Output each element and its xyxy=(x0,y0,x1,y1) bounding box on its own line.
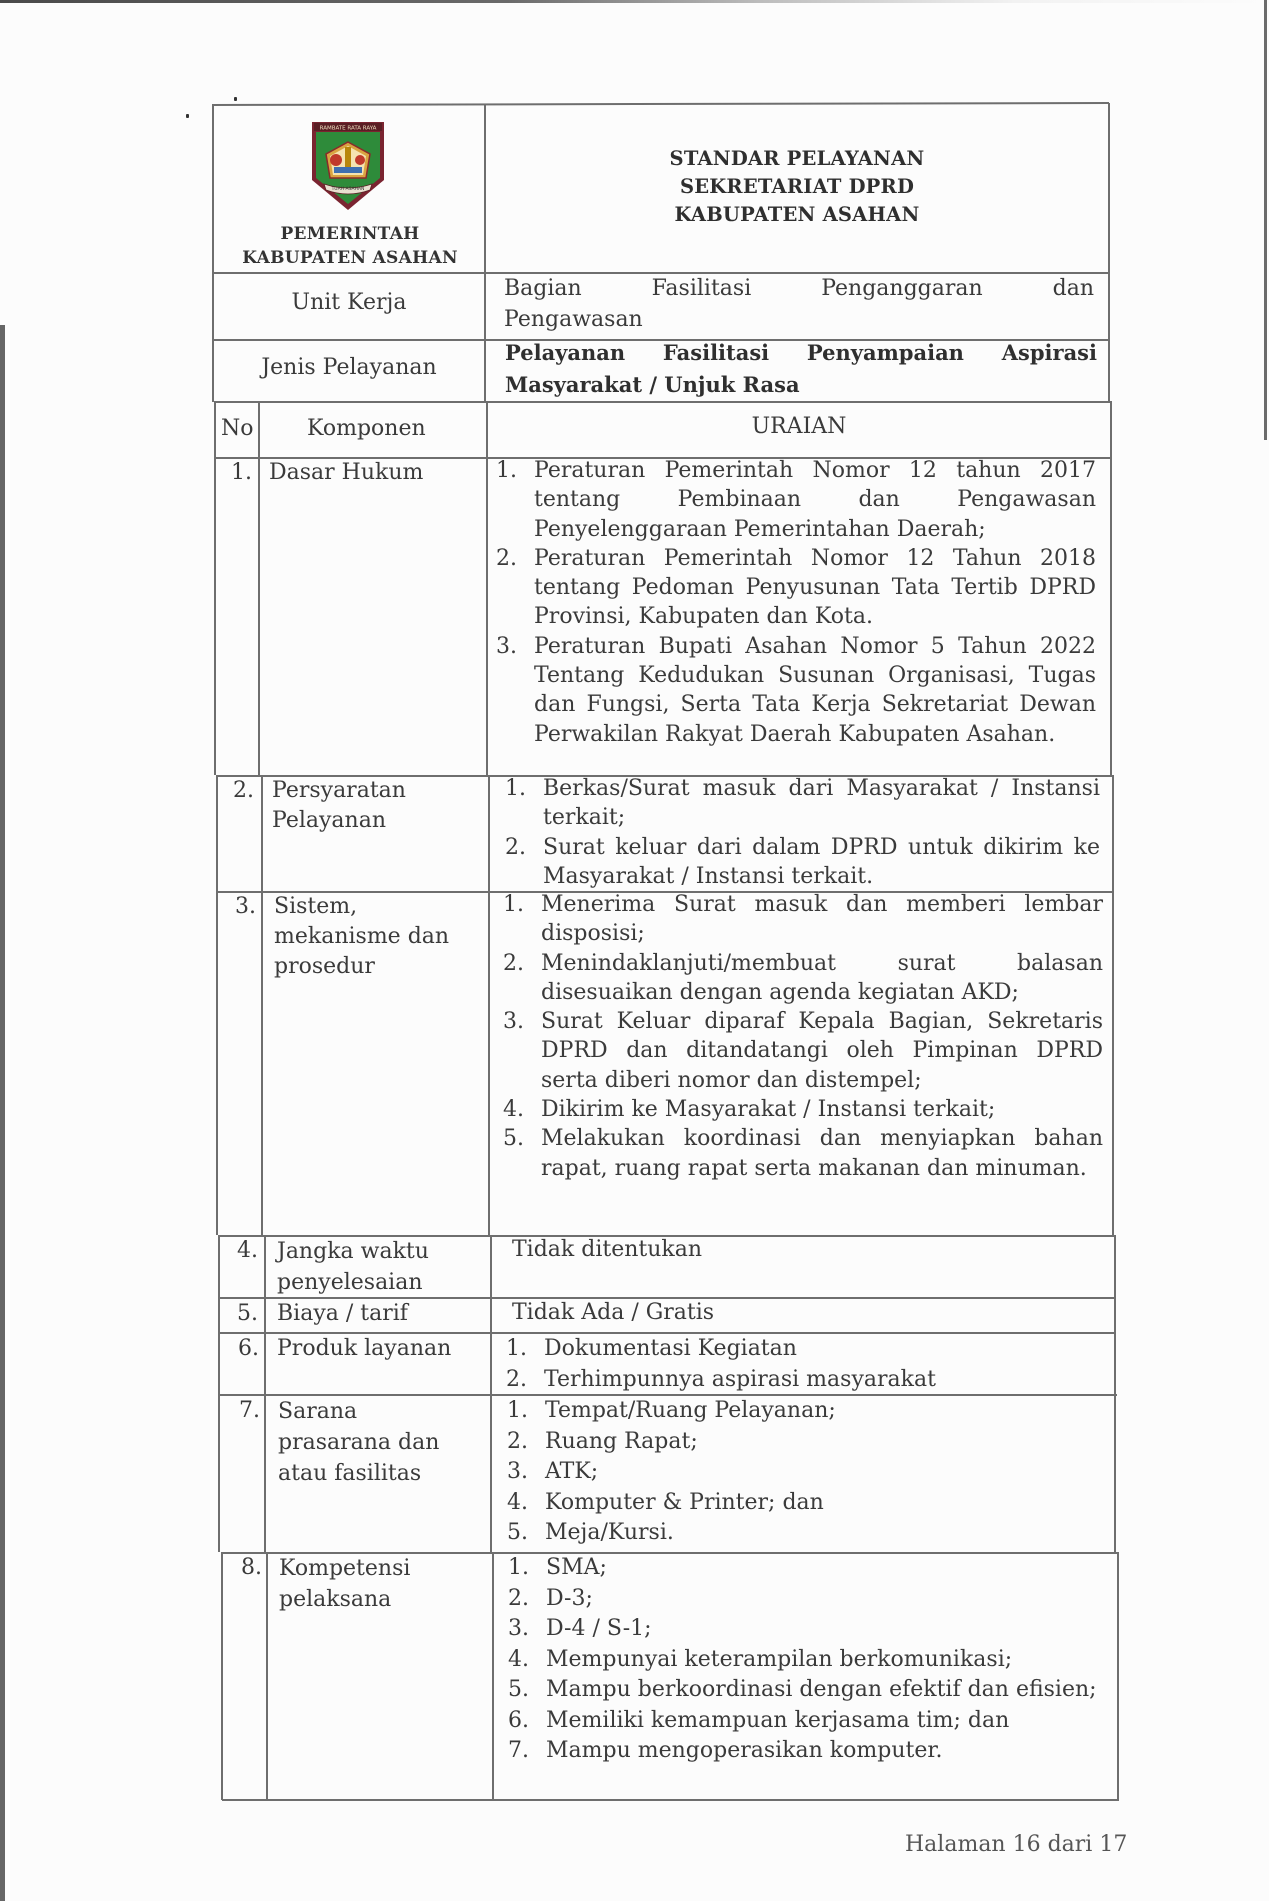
column-header-komponen: Komponen xyxy=(307,416,426,441)
row-komponen: Dasar Hukum xyxy=(269,460,424,485)
row-uraian-list xyxy=(506,1334,1106,1395)
page-number: Halaman 16 dari 17 xyxy=(905,1832,1128,1857)
list-item: 3. Surat Keluar diparaf Kepala Bagian, Sekretaris DPRD dan ditandatangi oleh Pimpinan DPRD serta diberi nomor dan distempel; xyxy=(503,1009,1103,1093)
list-item: 4. Dikirim ke Masyarakat / Instansi terkait; xyxy=(503,1097,996,1123)
unit-kerja-value-line-1: Bagian Fasilitasi Penganggaran dan xyxy=(504,276,1094,301)
row-uraian-list xyxy=(505,774,1100,891)
row-uraian-list xyxy=(507,1396,1107,1549)
row-number: 2. xyxy=(233,778,254,803)
title-line-1: STANDAR PELAYANAN xyxy=(669,147,925,170)
row-uraian-list xyxy=(496,456,1096,749)
row-uraian-text: Tidak ditentukan xyxy=(512,1237,703,1262)
list-item: 1. Peraturan Pemerintah Nomor 12 tahun 2017 tentang Pembinaan dan Pengawasan Penyelenggaraan Pemerintahan Daerah; xyxy=(496,458,1096,542)
list-item: 6. Memiliki kemampuan kerjasama tim; dan xyxy=(508,1707,1010,1733)
list-item: 5. Mampu berkoordinasi dengan efektif dan efisien; xyxy=(508,1677,1097,1702)
row-number: 1. xyxy=(231,460,252,485)
list-item: 2. Menindaklanjuti/membuat surat balasan disesuaikan dengan agenda kegiatan AKD; xyxy=(503,950,1103,1005)
row-number: 5. xyxy=(237,1301,258,1326)
row-komponen: Produk layanan xyxy=(277,1336,452,1361)
list-item: 5. Meja/Kursi. xyxy=(507,1520,674,1545)
list-item: 5. Melakukan koordinasi dan menyiapkan bahan rapat, ruang rapat serta makanan dan minuman. xyxy=(503,1126,1103,1181)
scan-edge-left xyxy=(0,325,5,1901)
list-item: 2. Surat keluar dari dalam DPRD untuk dikirim ke Masyarakat / Instansi terkait. xyxy=(505,834,1100,889)
row-komponen: Biaya / tarif xyxy=(277,1301,408,1326)
row-komponen: Persyaratan Pelayanan xyxy=(272,778,406,833)
list-item: 1. Menerima Surat masuk dan memberi lembar disposisi; xyxy=(503,892,1103,947)
list-item: 1. Tempat/Ruang Pelayanan; xyxy=(507,1398,836,1423)
scan-speck xyxy=(234,97,237,101)
title-line-3: KABUPATEN ASAHAN xyxy=(674,203,920,226)
column-header-uraian: URAIAN xyxy=(751,414,847,439)
row-number: 8. xyxy=(241,1555,262,1580)
list-item: 3. Peraturan Bupati Asahan Nomor 5 Tahun 2022 Tentang Kedudukan Susunan Organisasi, Tugas dan Fungsi, Serta Tata Kerja Sekretariat Dewan Perwakilan Rakyat Daerah Kabupaten Asahan. xyxy=(496,633,1096,747)
list-item: 2. D-3; xyxy=(508,1585,593,1611)
column-header-no: No xyxy=(221,416,254,441)
list-item: 4. Komputer & Printer; dan xyxy=(507,1489,824,1515)
government-line-2: KABUPATEN ASAHAN xyxy=(242,248,458,268)
svg-text:TUAH ASAHAN: TUAH ASAHAN xyxy=(331,187,365,192)
list-item: 3. ATK; xyxy=(507,1459,599,1484)
list-item: 1. Dokumentasi Kegiatan xyxy=(506,1336,797,1361)
scan-edge-top xyxy=(0,0,1269,3)
row-komponen: Sarana prasarana dan atau fasilitas xyxy=(278,1399,440,1486)
row-number: 3. xyxy=(235,894,256,919)
list-item: 2. Peraturan Pemerintah Nomor 12 Tahun 2018 tentang Pedoman Penyusunan Tata Tertib DPRD Provinsi, Kabupaten dan Kota. xyxy=(496,545,1096,630)
row-komponen: Jangka waktu penyelesaian xyxy=(277,1239,429,1295)
row-komponen: Kompetensi pelaksana xyxy=(279,1556,411,1612)
scan-edge-right xyxy=(1264,0,1267,440)
list-item: 7. Mampu mengoperasikan komputer. xyxy=(508,1738,943,1763)
row-uraian-list xyxy=(508,1553,1108,1767)
list-item: 2. Terhimpunnya aspirasi masyarakat xyxy=(506,1366,936,1392)
svg-text:RAMBATE RATA RAYA: RAMBATE RATA RAYA xyxy=(319,125,377,132)
list-item: 2. Ruang Rapat; xyxy=(507,1428,698,1454)
list-item: 4. Mempunyai keterampilan berkomunikasi; xyxy=(508,1646,1013,1672)
unit-kerja-label: Unit Kerja xyxy=(291,290,407,315)
regency-coat-of-arms-icon xyxy=(310,120,386,212)
unit-kerja-value xyxy=(504,273,1094,335)
government-name xyxy=(215,222,485,270)
jenis-pelayanan-value: Pelayanan Fasilitasi Penyampaian Aspirasi Masyarakat / Unjuk Rasa xyxy=(505,340,1097,397)
list-item: 3. D-4 / S-1; xyxy=(508,1616,652,1641)
document-title xyxy=(486,145,1108,229)
list-item: 1. SMA; xyxy=(508,1555,607,1580)
row-number: 4. xyxy=(237,1238,258,1263)
row-komponen: Sistem, mekanisme dan prosedur xyxy=(274,894,450,979)
jenis-pelayanan-label: Jenis Pelayanan xyxy=(261,355,437,380)
row-uraian-list xyxy=(503,890,1103,1183)
row-uraian-text: Tidak Ada / Gratis xyxy=(512,1300,715,1325)
row-number: 7. xyxy=(239,1398,260,1423)
scan-speck xyxy=(186,114,189,118)
row-number: 6. xyxy=(238,1336,259,1361)
unit-kerja-value-line-2: Pengawasan xyxy=(504,307,643,332)
government-line-1: PEMERINTAH xyxy=(280,224,420,244)
list-item: 1. Berkas/Surat masuk dari Masyarakat / Instansi terkait; xyxy=(505,776,1100,831)
title-line-2: SEKRETARIAT DPRD xyxy=(679,175,915,198)
